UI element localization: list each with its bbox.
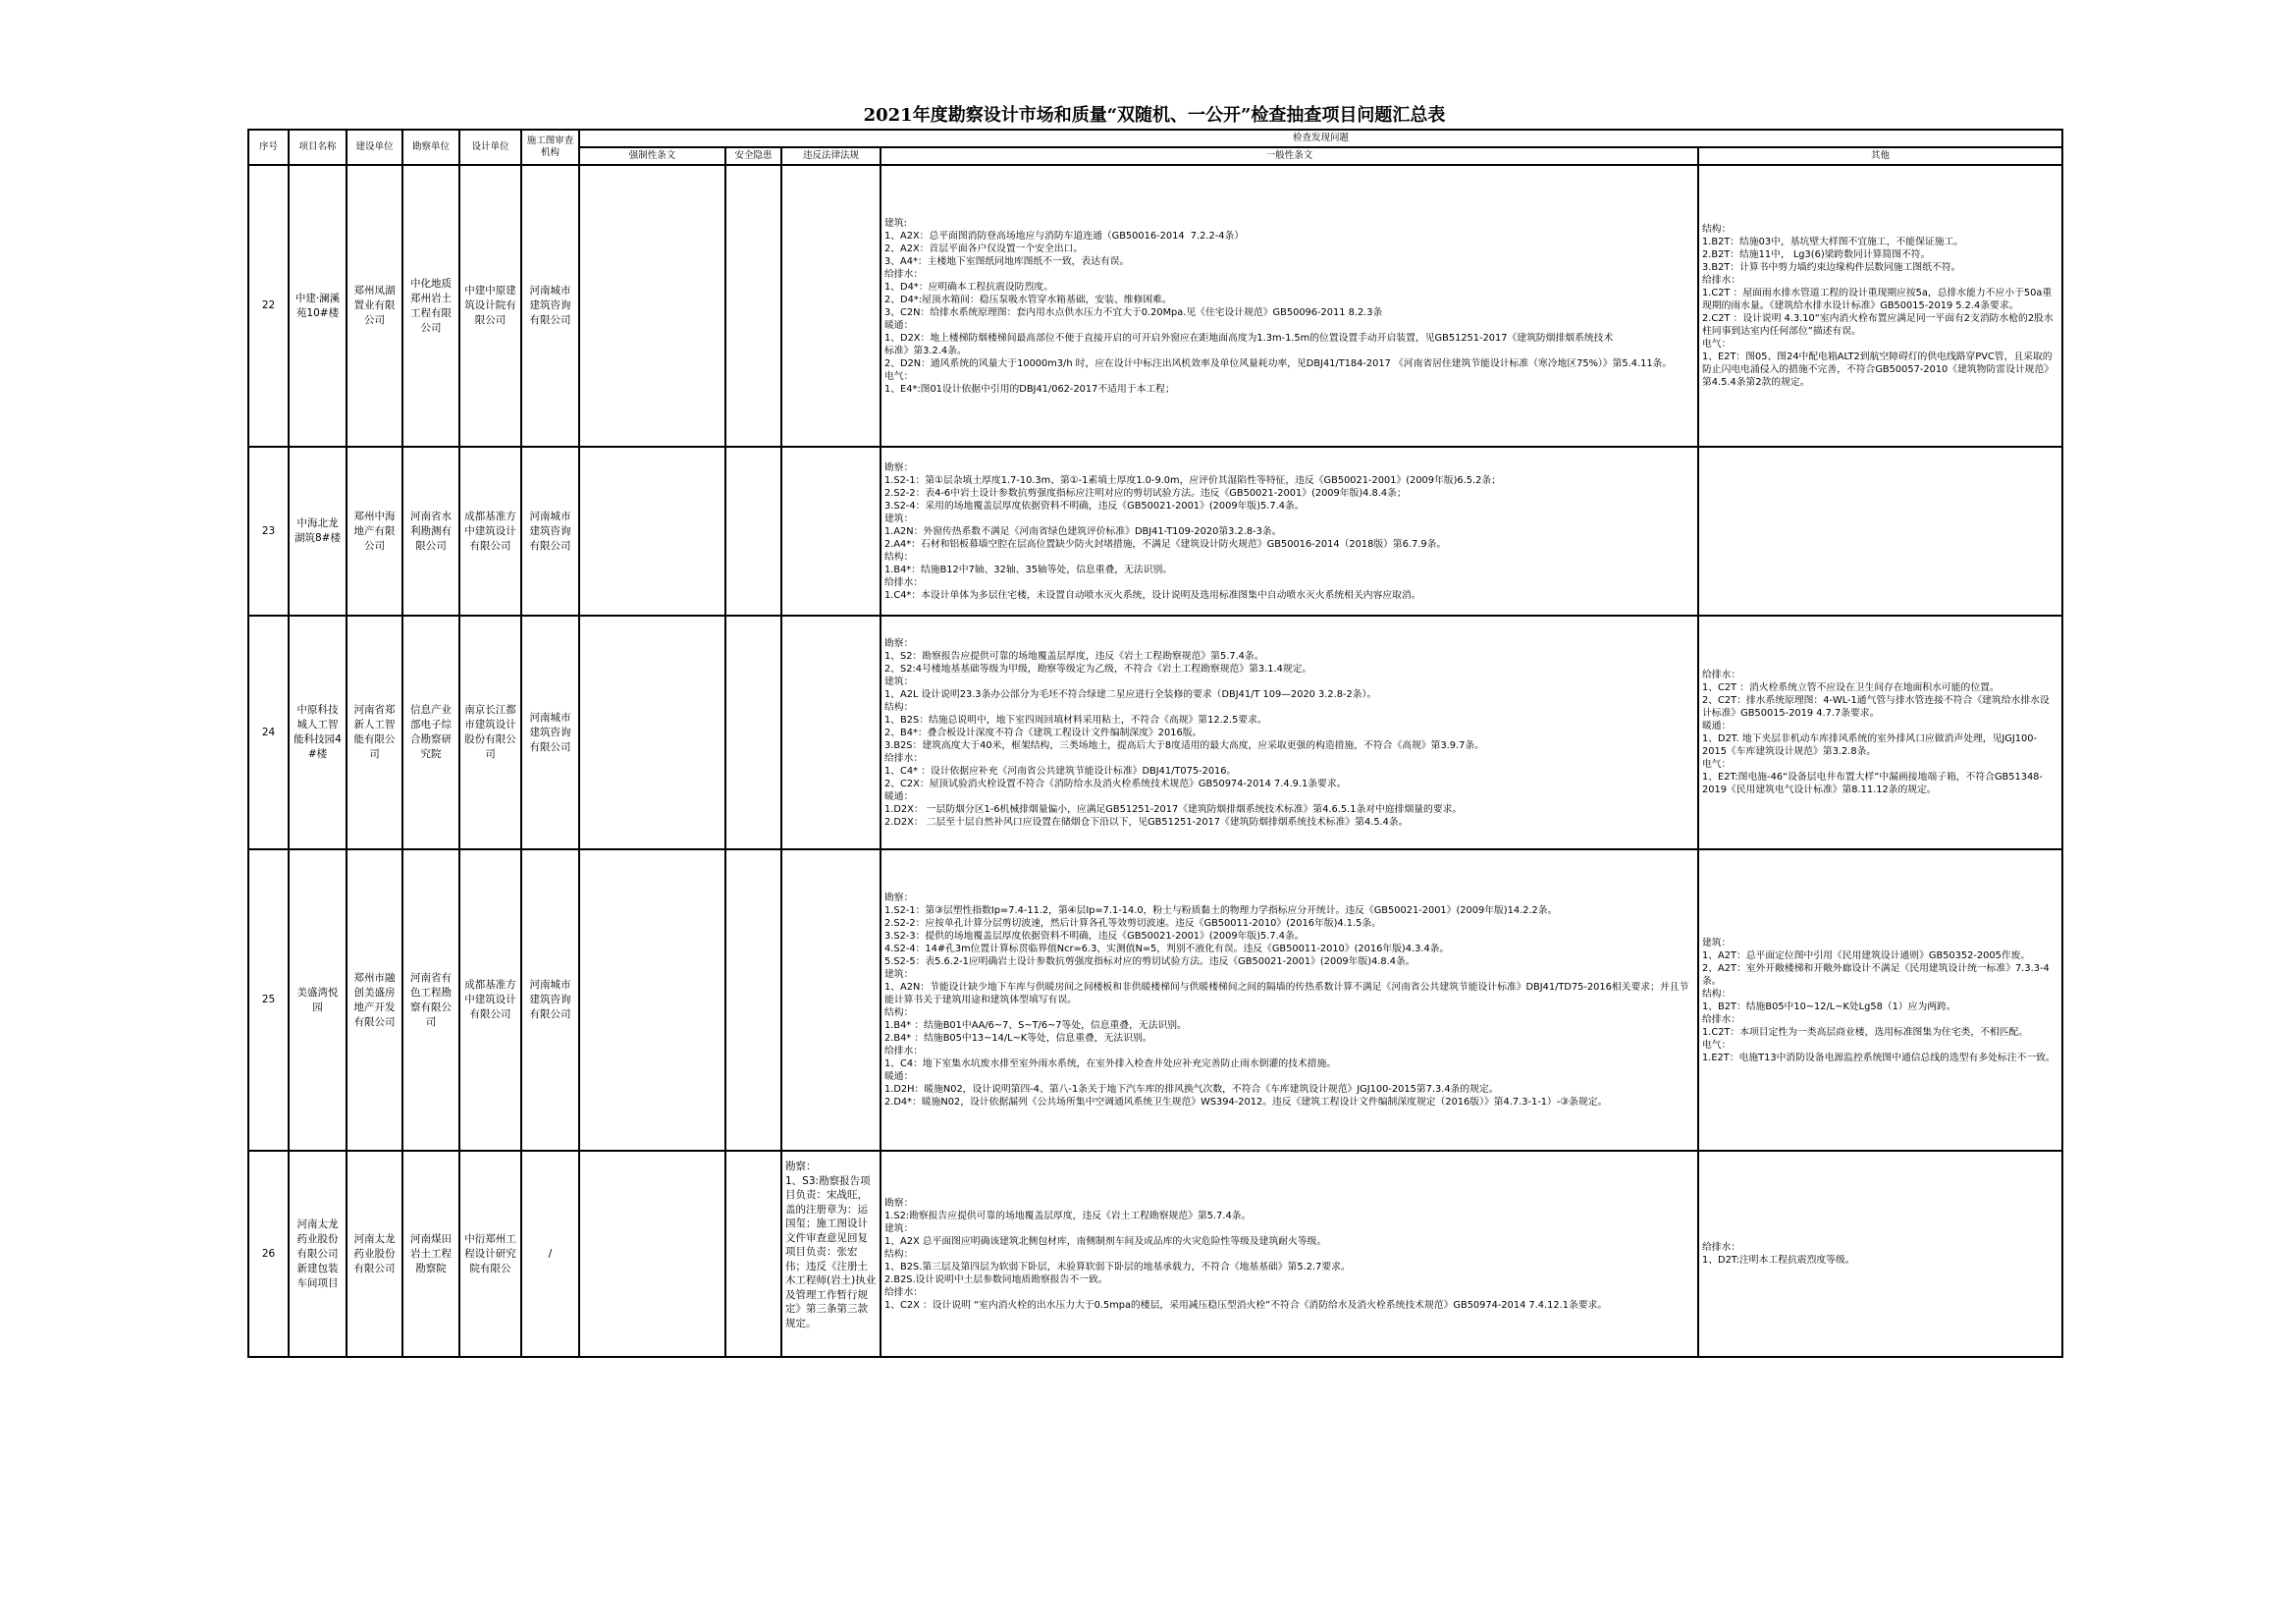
project-name-cell: 中海北龙湖筑8#楼 [289,447,347,616]
header-designer: 设计单位 [459,130,521,165]
seq-cell: 24 [248,616,289,849]
law-violation-cell [781,165,881,447]
designer-cell: 中建中原建筑设计院有限公司 [459,165,521,447]
reviewer-cell: 河南城市建筑咨询有限公司 [521,165,579,447]
law-violation-cell: 勘察： 1、S3:勘察报告项目负责：宋战旺，盖的注册章为：运国玺；施工图设计文件审查意见回复项目负责：张宏伟；违反《注册土木工程师(岩土)执业及管理工作暂行规定》第三条第三款规定。 [781,1151,881,1357]
general-clause-cell: 勘察： 1.S2-1：第①层杂填土厚度1.7-10.3m、第①-1素填土厚度1.0-9.0m，应评价其湿陷性等特征，违反《GB50021-2001》(2009年版)6.5.2条； 2.S2-2：表4-6中岩土设计参数抗剪强度指标应注明对应的剪切试验方法。违反《GB50021-2001》(2009年版)4.8.4条； 3.S2-4：采用的场地覆盖层厚度依据资料不明确，违反《GB50021-2001》(2009年版)5.7.4条。 建筑： 1.A2N：外窗传热系数不满足《河南省绿色建筑评价标准》DBJ41-T109-2020第3.2.8-3条。 2.A4*：石材和铝板幕墙空腔在层高位置缺少防火封堵措施，不满足《建筑设计防火规范》GB50016-2014（2018版）第6.7.9条。 结构： 1.B4*：结施B12中7轴、32轴、35轴等处，信息重叠，无法识别。 给排水： 1.C4*：本设计单体为多层住宅楼，未设置自动喷水灭火系统，设计说明及选用标准图集中自动喷水灭火系统相关内容应取消。 [881,447,1698,616]
header-law: 违反法律法规 [781,147,881,165]
header-surveyor: 勘察单位 [402,130,459,165]
builder-cell: 河南太龙药业股份有限公司 [347,1151,402,1357]
project-name-cell: 美盛湾悦园 [289,849,347,1151]
safety-hazard-cell [725,165,781,447]
seq-cell: 26 [248,1151,289,1357]
other-issues-cell: 结构： 1.B2T：结施03中，基坑壁大样图不宜施工，不能保证施工。 2.B2T：结施11中， Lg3(6)梁跨数同计算简图不符。 3.B2T：计算书中剪力墙约束边缘构件层数同施工图纸不符。 给排水： 1.C2T ：屋面雨水排水管道工程的设计重现期应按5a，总排水能力不应小于50a重现期的雨水量。《建筑给水排水设计标准》GB50015-2019 5.2.4条要求。 2.C2T ：设计说明 4.3.10“室内消火栓布置应满足同一平面有2支消防水枪的2股水柱同事到达室内任何部位”描述有误。 电气： 1、E2T：图05、图24中配电箱ALT2到航空障碍灯的供电线路穿PVC管，且采取的防止闪电电涌侵入的措施不完善，不符合GB50057-2010《建筑物防雷设计规范》第4.5.4条第2款的规定。 [1698,165,2062,447]
header-other: 其他 [1698,147,2062,165]
reviewer-cell: 河南城市建筑咨询有限公司 [521,447,579,616]
mandatory-clause-cell [579,616,725,849]
header-row-1 [248,130,2062,147]
table-row [248,616,2062,849]
safety-hazard-cell [725,1151,781,1357]
header-builder: 建设单位 [347,130,402,165]
builder-cell: 河南省郑新人工智能有限公司 [347,616,402,849]
header-mandatory: 强制性条文 [579,147,725,165]
table-row [248,849,2062,1151]
builder-cell: 郑州凤湖置业有限公司 [347,165,402,447]
general-clause-cell: 勘察： 1.S2:勘察报告应提供可靠的场地覆盖层厚度，违反《岩土工程勘察规范》第5.7.4条。 建筑： 1、A2X 总平面图应明确该建筑北侧包材库，南侧制剂车间及成品库的火灾危险性等级及建筑耐火等级。 结构： 1、B2S.第三层及第四层为软弱下卧层，未验算软弱下卧层的地基承载力，不符合《地基基础》第5.2.7要求。 2.B2S.设计说明中土层参数同地质勘察报告不一致。 给排水： 1、C2X ：设计说明 “室内消火栓的出水压力大于0.5mpa的楼层，采用减压稳压型消火栓”不符合《消防给水及消火栓系统技术规范》GB50974-2014 7.4.12.1条要求。 [881,1151,1698,1357]
builder-cell: 郑州市融创美盛房地产开发有限公司 [347,849,402,1151]
mandatory-clause-cell [579,447,725,616]
law-violation-cell [781,447,881,616]
table-row [248,1151,2062,1357]
designer-cell: 南京长江都市建筑设计股份有限公司 [459,616,521,849]
header-seq: 序号 [248,130,289,165]
surveyor-cell: 河南省有色工程勘察有限公司 [402,849,459,1151]
other-issues-cell: 建筑： 1、A2T：总平面定位图中引用《民用建筑设计通则》GB50352-2005作废。 2、A2T：室外开敞楼梯和开敞外廊设计不满足《民用建筑设计统一标准》7.3.3-4条。 结构： 1、B2T：结施B05中10~12/L~K处Lg58（1）应为两跨。 给排水： 1.C2T：本项目定性为一类高层商业楼，选用标准图集为住宅类，不相匹配。 电气： 1.E2T：电施T13中消防设备电源监控系统图中通信总线的选型有多处标注不一致。 [1698,849,2062,1151]
seq-cell: 25 [248,849,289,1151]
page-title: 2021年度勘察设计市场和质量“双随机、一公开”检查抽查项目问题汇总表 [863,105,1446,126]
project-name-cell: 河南太龙药业股份有限公司新建包装车间项目 [289,1151,347,1357]
surveyor-cell: 河南煤田岩土工程勘察院 [402,1151,459,1357]
builder-cell: 郑州中海地产有限公司 [347,447,402,616]
mandatory-clause-cell [579,849,725,1151]
project-name-cell: 中原科技城人工智能科技园4#楼 [289,616,347,849]
other-issues-cell [1698,447,2062,616]
header-safety: 安全隐患 [725,147,781,165]
safety-hazard-cell [725,616,781,849]
table-row [248,447,2062,616]
header-reviewer: 施工图审查机构 [521,130,579,165]
other-issues-cell: 给排水： 1、D2T:注明本工程抗震烈度等级。 [1698,1151,2062,1357]
general-clause-cell: 建筑: 1、A2X：总平面图消防登高场地应与消防车道连通（GB50016-2014 7.2.2-4条） 2、A2X：首层平面各户仅设置一个安全出口。 3、A4*：主楼地下室图纸同地库图纸不一致，表达有误。 给排水： 1、D4*：应明确本工程抗震设防烈度。 2、D4*:屋顶水箱间：稳压泵吸水管穿水箱基础，安装、维修困难。 3、C2N：给排水系统原理图：套内用水点供水压力不宜大于0.20Mpa.见《住宅设计规范》GB50096-2011 8.2.3条 暖通： 1、D2X：地上楼梯防烟楼梯间最高部位不便于直接开启的可开启外窗应在距地面高度为1.3m-1.5m的位置设置手动开启装置，见GB51251-2017《建筑防烟排烟系统技术 标准》第3.2.4条。 2、D2N：通风系统的风量大于10000m3/h 时，应在设计中标注出风机效率及单位风量耗功率，见DBJ41/T184-2017 《河南省居住建筑节能设计标准（寒冷地区75%）》第5.4.11条。 电气： 1、E4*:图01设计依据中引用的DBJ41/062-2017不适用于本工程； [881,165,1698,447]
table-row [248,165,2062,447]
reviewer-cell: / [521,1151,579,1357]
law-violation-cell [781,849,881,1151]
seq-cell: 23 [248,447,289,616]
mandatory-clause-cell [579,165,725,447]
safety-hazard-cell [725,447,781,616]
other-issues-cell: 给排水： 1、C2T ：消火栓系统立管不应设在卫生间存在地面积水可能的位置。 2、C2T：排水系统原理图：4-WL-1通气管与排水管连接不符合《建筑给水排水设计标准》GB50015-2019 4.7.7条要求。 暖通： 1、D2T. 地下夹层非机动车库排风系统的室外排风口应做消声处理，见JGJ100-2015《车库建筑设计规范》第3.2.8条。 电气： 1、E2T:图电施-46“设备层电井布置大样”中漏画接地端子箱，不符合GB51348-2019《民用建筑电气设计标准》第8.11.12条的规定。 [1698,616,2062,849]
project-name-cell: 中建·澜溪苑10#楼 [289,165,347,447]
designer-cell: 成都基准方中建筑设计有限公司 [459,849,521,1151]
inspection-summary-table [247,129,2063,1358]
header-findings: 检查发现问题 [579,130,2062,147]
header-project: 项目名称 [289,130,347,165]
safety-hazard-cell [725,849,781,1151]
surveyor-cell: 信息产业部电子综合勘察研究院 [402,616,459,849]
surveyor-cell: 中化地质郑州岩土工程有限公司 [402,165,459,447]
general-clause-cell: 勘察： 1.S2-1：第③层塑性指数Ip=7.4-11.2，第④层Ip=7.1-14.0，粉土与粉质黏土的物理力学指标应分开统计。违反《GB50021-2001》(2009年版)14.2.2条。 2.S2-2：应按单孔计算分层剪切波速，然后计算各孔等效剪切波速。违反《GB50011-2010》(2016年版)4.1.5条。 3.S2-3：提供的场地覆盖层厚度依据资料不明确，违反《GB50021-2001》(2009年版)5.7.4条。 4.S2-4：14#孔3m位置计算标贯临界值Ncr=6.3，实测值N=5，判别不液化有误。违反《GB50011-2010》(2016年版)4.3.4条。 5.S2-5：表5.6.2-1应明确岩土设计参数抗剪强度指标对应的剪切试验方法。违反《GB50021-2001》(2009年版)4.8.4条。 建筑： 1、A2N：节能设计缺少地下车库与供暖房间之间楼板和非供暖楼梯间与供暖楼梯间之间的隔墙的传热系数计算不满足《河南省公共建筑节能设计标准》DBJ41/TD75-2016相关要求；并且节能计算书关于建筑用途和建筑体型填写有误。 结构： 1.B4* ：结施B01中AA/6~7、S~T/6~7等处，信息重叠，无法识别。 2.B4* ：结施B05中13~14/L~K等处，信息重叠，无法识别。 给排水： 1、C4：地下室集水坑废水排至室外雨水系统，在室外排入检查井处应补充完善防止雨水倒灌的技术措施。 暖通： 1.D2H：暖施N02，设计说明第四-4、第八-1条关于地下汽车库的排风换气次数，不符合《车库建筑设计规范》JGJ100-2015第7.3.4条的规定。 2.D4*：暖施N02，设计依据漏列《公共场所集中空调通风系统卫生规范》WS394-2012。违反《建筑工程设计文件编制深度规定（2016版）》第4.7.3-1-1）-③条规定。 [881,849,1698,1151]
surveyor-cell: 河南省水利勘测有限公司 [402,447,459,616]
reviewer-cell: 河南城市建筑咨询有限公司 [521,616,579,849]
seq-cell: 22 [248,165,289,447]
designer-cell: 成都基准方中建筑设计有限公司 [459,447,521,616]
header-general: 一般性条文 [881,147,1698,165]
general-clause-cell: 勘察： 1、S2：勘察报告应提供可靠的场地覆盖层厚度，违反《岩土工程勘察规范》第5.7.4条。 2、S2:4号楼地基基础等级为甲级，勘察等级定为乙级，不符合《岩土工程勘察规范》第3.1.4规定。 建筑： 1、A2L 设计说明23.3条办公部分为毛坯不符合绿建二星应进行全装修的要求（DBJ41/T 109—2020 3.2.8-2条）。 结构： 1、B2S：结施总说明中，地下室四周回填材料采用粘土，不符合《高规》第12.2.5要求。 2、B4*：叠合板设计深度不符合《建筑工程设计文件编制深度》2016版。 3.B2S：建筑高度大于40米，框架结构，三类场地土，提高后大于8度适用的最大高度，应采取更强的构造措施，不符合《高规》第3.9.7条。 给排水： 1、C4* ：设计依据应补充《河南省公共建筑节能设计标准》DBJ41/T075-2016。 2、C2X：屋顶试验消火栓设置不符合《消防给水及消火栓系统技术规范》GB50974-2014 7.4.9.1条要求。 暖通： 1.D2X： 一层防烟分区1-6机械排烟量偏小，应满足GB51251-2017《建筑防烟排烟系统技术标准》第4.6.5.1条对中庭排烟量的要求。 2.D2X： 二层至十层自然补风口应设置在储烟仓下沿以下，见GB51251-2017《建筑防烟排烟系统技术标准》第4.5.4条。 [881,616,1698,849]
law-violation-cell [781,616,881,849]
designer-cell: 中衍郑州工程设计研究院有限公 [459,1151,521,1357]
mandatory-clause-cell [579,1151,725,1357]
reviewer-cell: 河南城市建筑咨询有限公司 [521,849,579,1151]
